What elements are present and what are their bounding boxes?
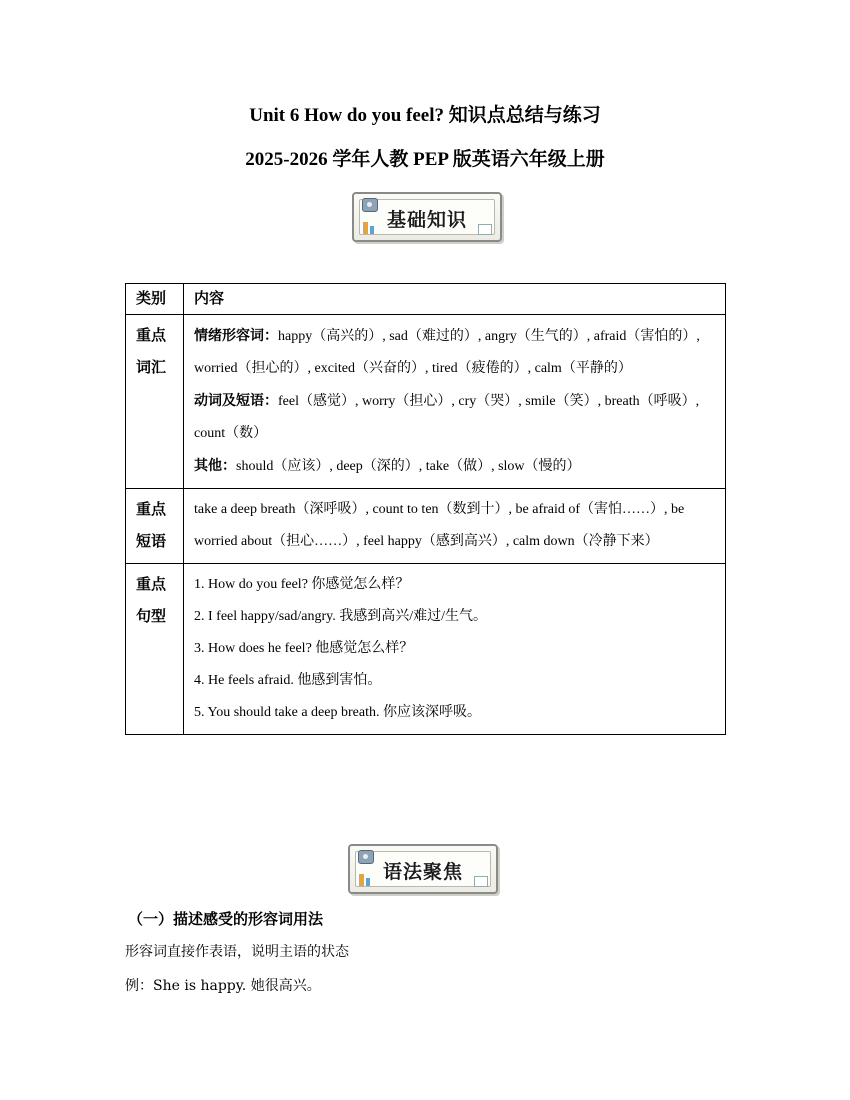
content-line: 2. I feel happy/sad/angry. 我感到高兴/难过/生气。 — [194, 609, 488, 624]
row-content — [184, 315, 726, 489]
content-line: 1. How do you feel? 你感觉怎么样？ — [194, 577, 410, 592]
line-text: happy（高兴的）, sad（难过的）, angry（生气的）, afraid（害怕的）, worried（担心的）, excited（兴奋的）, tired（疲倦的）, calm（平静的） — [194, 329, 700, 376]
line-text: feel（感觉）, worry（担心）, cry（哭）, smile（笑）, breath（呼吸）, count（数） — [194, 394, 700, 441]
row-category: 重点词汇 — [126, 315, 184, 489]
table-row — [126, 315, 726, 489]
document-subtitle: 2025-2026 学年人教 PEP 版英语六年级上册 — [245, 149, 605, 170]
line-label: 情绪形容词： — [194, 328, 278, 344]
content-line — [194, 385, 717, 450]
document-title: Unit 6 How do you feel? 知识点总结与练习 — [249, 105, 601, 126]
line-label: 动词及短语： — [194, 393, 278, 409]
content-line: 5. You should take a deep breath. 你应该深呼吸。 — [194, 705, 481, 720]
table-row — [126, 564, 726, 735]
banner-label: 基础知识 — [386, 209, 467, 231]
knowledge-table — [125, 283, 726, 735]
grammar-focus-banner — [348, 844, 498, 894]
content-line: 3. How does he feel? 他感觉怎么样？ — [194, 641, 414, 656]
content-line: take a deep breath（深呼吸）, count to ten（数到十）, be afraid of（害怕……）, be worried about（担心……）, feel happy（感到高兴）, calm down（冷静下来） — [194, 502, 685, 549]
content-line: 4. He feels afraid. 他感到害怕。 — [194, 673, 382, 688]
header-content: 内容 — [184, 284, 726, 315]
banner-label: 语法聚焦 — [382, 861, 463, 883]
basic-knowledge-banner — [352, 192, 502, 242]
header-category: 类别 — [126, 284, 184, 315]
content-line — [194, 320, 717, 385]
section-heading: （一）描述感受的形容词用法 — [128, 910, 324, 928]
row-category: 重点短语 — [126, 489, 184, 564]
row-category: 重点句型 — [126, 564, 184, 735]
row-content — [184, 564, 726, 735]
example-sentence: 例：She is happy. 她很高兴。 — [125, 978, 321, 994]
row-content — [184, 489, 726, 564]
line-label: 其他： — [194, 458, 236, 474]
line-text: should（应该）, deep（深的）, take（做）, slow（慢的） — [236, 459, 581, 474]
content-line — [194, 450, 717, 483]
table-header-row — [126, 284, 726, 315]
section-paragraph: 形容词直接作表语，说明主语的状态 — [125, 944, 349, 960]
table-row — [126, 489, 726, 564]
